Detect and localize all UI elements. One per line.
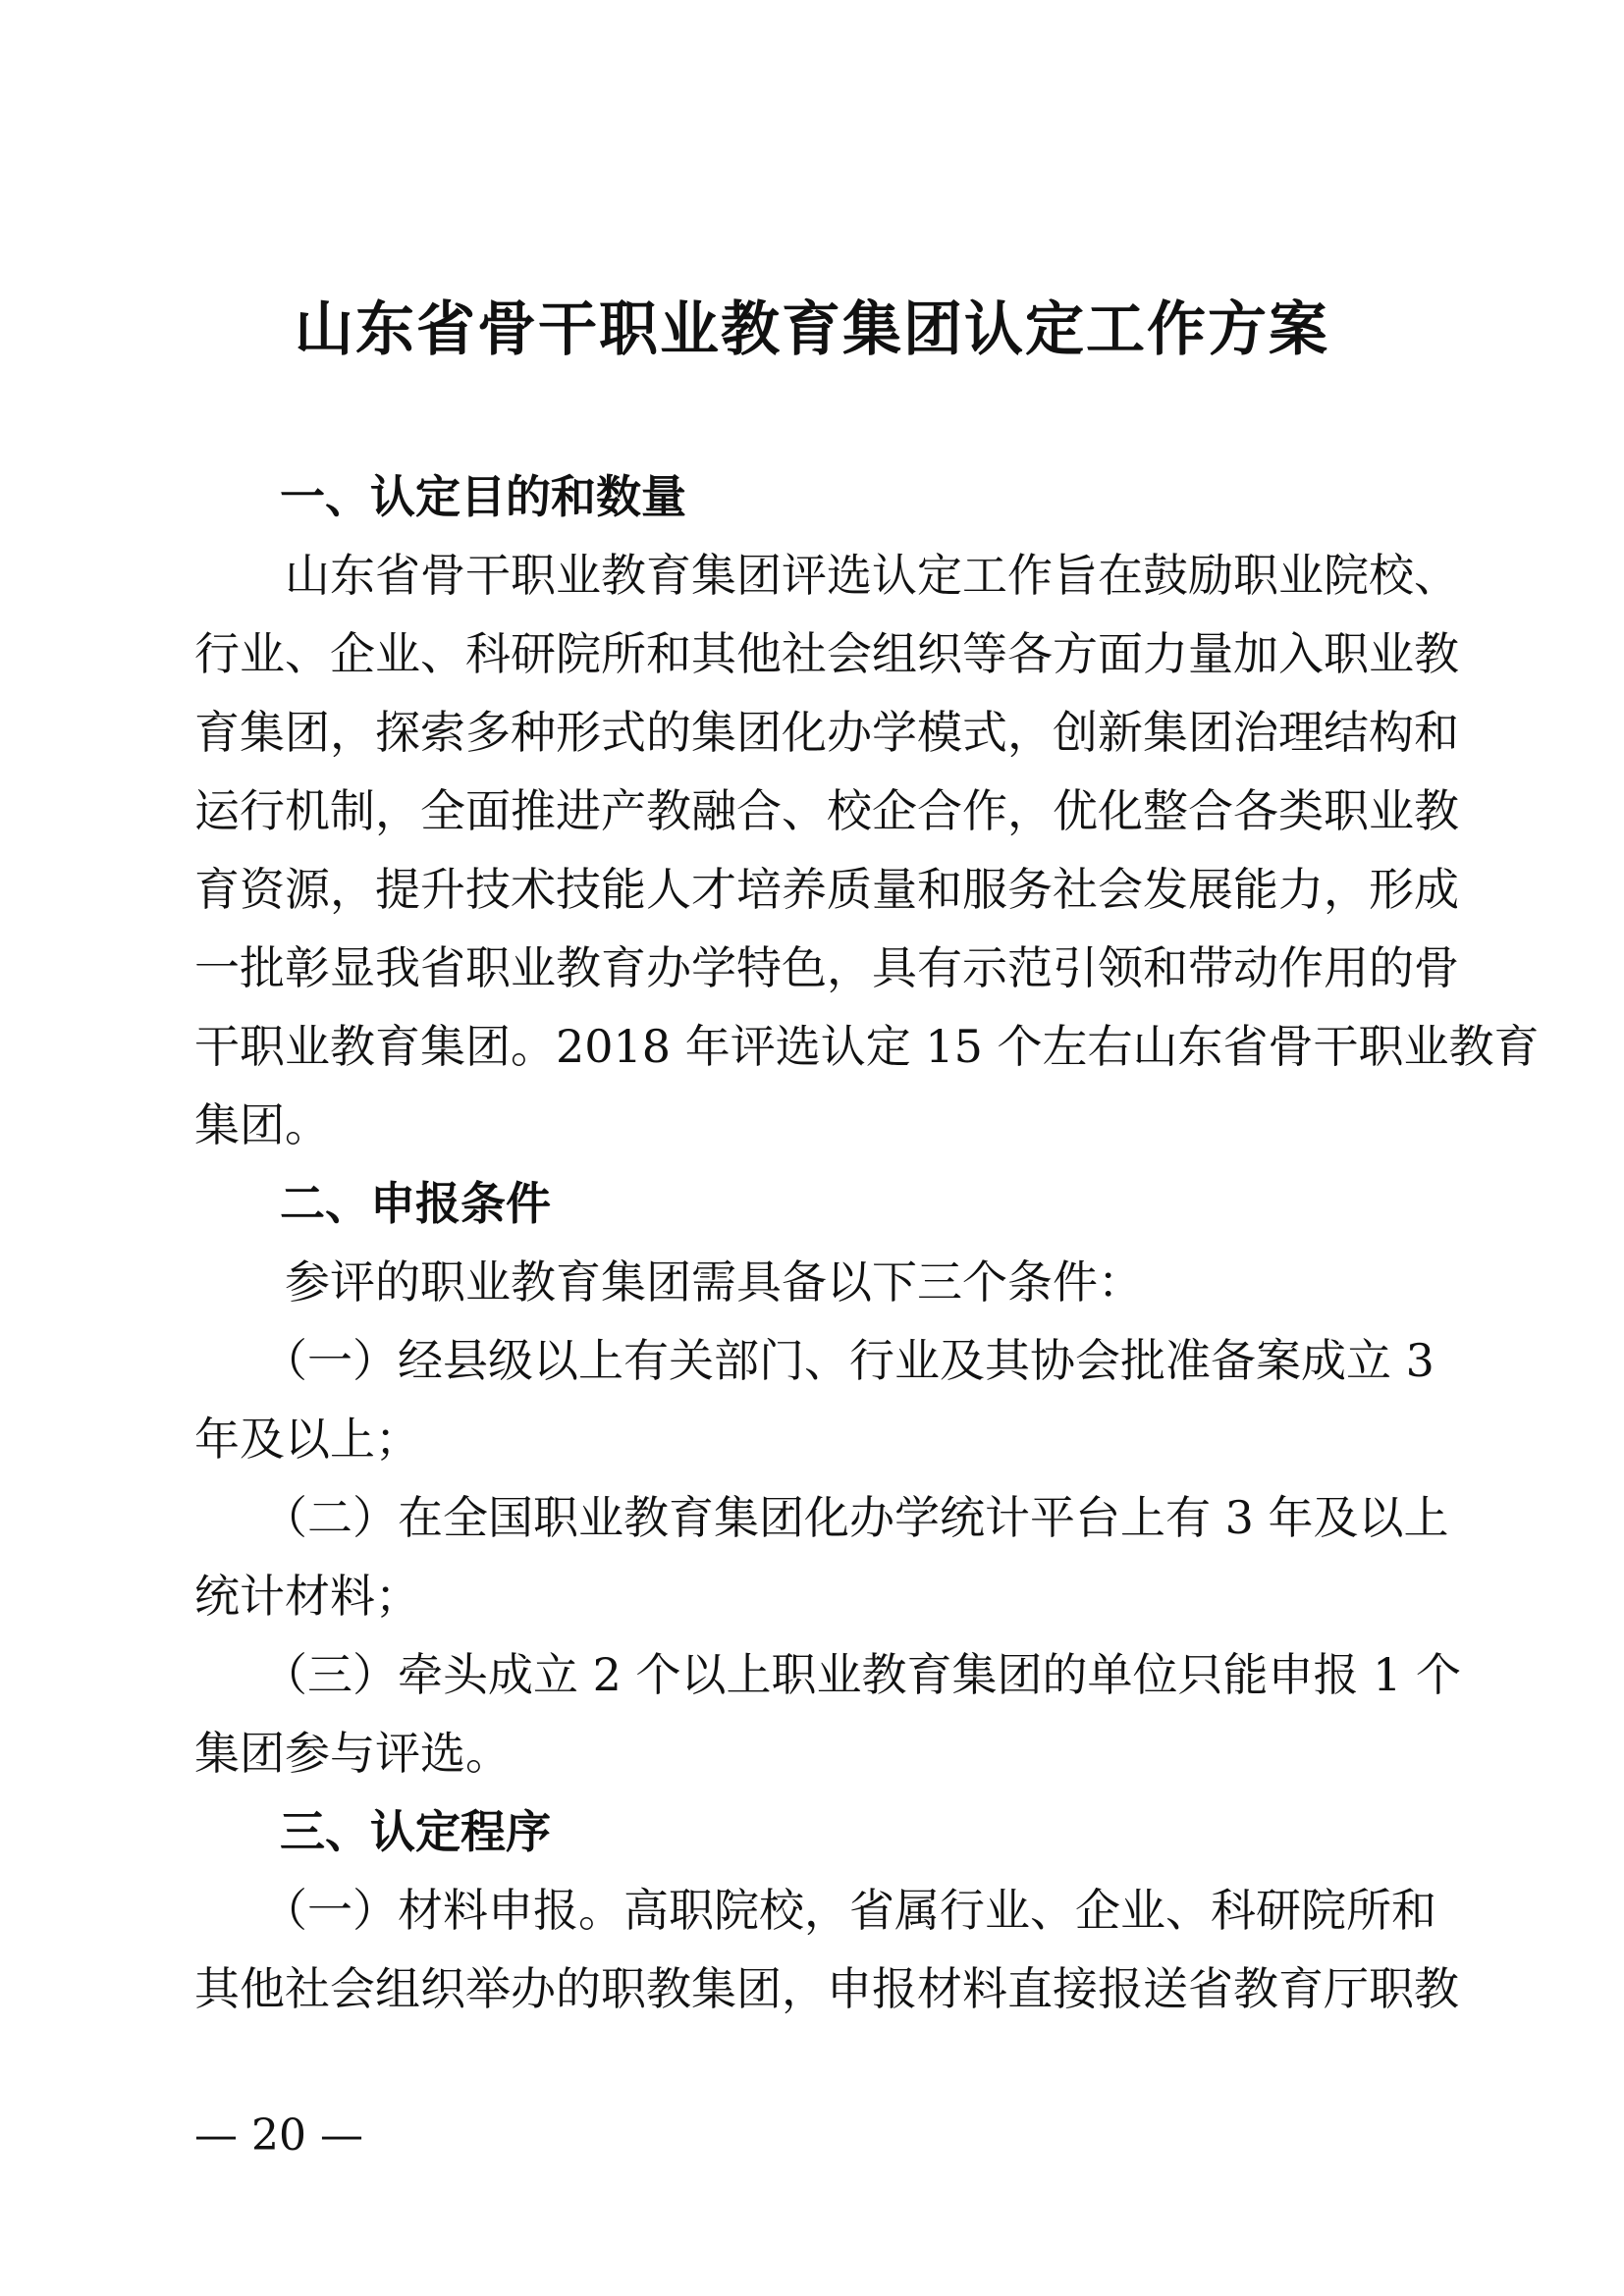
body-line: 运行机制，全面推进产教融合、校企合作，优化整合各类职业教 <box>194 784 1459 837</box>
section-heading-procedure: 三、认定程序 <box>280 1805 551 1858</box>
body-line: 统计材料； <box>194 1570 420 1623</box>
body-line: （一）经县级以上有关部门、行业及其协会批准备案成立 3 <box>194 1334 1435 1387</box>
body-line: 行业、企业、科研院所和其他社会组织等各方面力量加入职业教 <box>194 627 1459 680</box>
section-heading-conditions: 二、申报条件 <box>280 1177 551 1230</box>
body-line: 集团参与评选。 <box>194 1727 511 1780</box>
page-number: — 20 — <box>194 2110 363 2161</box>
page-title: 山东省骨干职业教育集团认定工作方案 <box>295 295 1329 364</box>
body-line: 山东省骨干职业教育集团评选认定工作旨在鼓励职业院校、 <box>194 549 1459 602</box>
body-line: （一）材料申报。高职院校，省属行业、企业、科研院所和 <box>194 1884 1436 1937</box>
body-line: 干职业教育集团。2018 年评选认定 15 个左右山东省骨干职业教育 <box>194 1020 1540 1073</box>
body-line: 年及以上； <box>194 1413 420 1466</box>
body-line: （三）牵头成立 2 个以上职业教育集团的单位只能申报 1 个 <box>194 1648 1462 1701</box>
body-line: 其他社会组织举办的职教集团，申报材料直接报送省教育厅职教 <box>194 1962 1459 2015</box>
body-line: 育集团，探索多种形式的集团化办学模式，创新集团治理结构和 <box>194 706 1459 759</box>
body-line: （二）在全国职业教育集团化办学统计平台上有 3 年及以上 <box>194 1491 1449 1544</box>
section-heading-purpose: 一、认定目的和数量 <box>280 470 686 523</box>
body-line: 参评的职业教育集团需具备以下三个条件： <box>194 1255 1143 1308</box>
body-line: 集团。 <box>194 1098 330 1151</box>
body-line: 一批彰显我省职业教育办学特色，具有示范引领和带动作用的骨 <box>194 941 1459 994</box>
body-line: 育资源，提升技术技能人才培养质量和服务社会发展能力，形成 <box>194 863 1459 916</box>
